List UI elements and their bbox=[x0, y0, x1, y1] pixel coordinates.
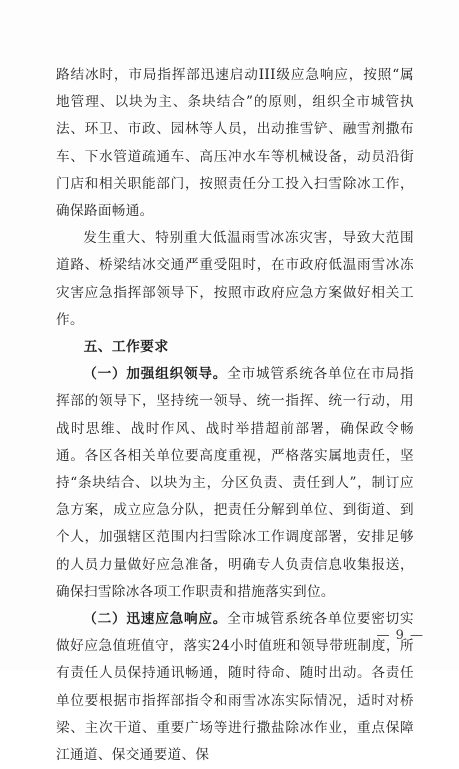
subsection-title-organization: （一）加强组织领导。 bbox=[83, 366, 228, 383]
subsection-body-organization: 全市城管系统各单位在市局指挥部的领导下，坚持统一领导、统一指挥、统一行动，用战时思维、战时作风、战时举措超前部署，确保政令畅通。各区各相关单位要高度重视，严格落实属地责任，坚持“条块结合、以块为主，分区负责、责任到人”，制订应急方案，成立应急分队，把责任分解到单位、到街道、到个人，加强辖区范围内扫雪除冰工作调度部署，安排足够的人员力量做好应急准备，明确专人负责信息收集报送，确保扫雪除冰各项工作职责和措施落实到位。 bbox=[56, 366, 414, 600]
document-body bbox=[56, 62, 414, 769]
subsection-organization-leadership bbox=[56, 361, 414, 606]
page-number: — 9 — bbox=[376, 628, 424, 643]
paragraph-continuation: 路结冰时，市局指挥部迅速启动III级应急响应，按照“属地管理、以块为主、条块结合”的原则，组织全市城管执法、环卫、市政、园林等人员，出动推雪铲、融雪剂撒布车、下水管道疏通车、高压冲水车等机械设备，动员沿街门店和相关职能部门，按照责任分工投入扫雪除冰工作，确保路面畅通。 bbox=[56, 67, 414, 220]
paragraph-major-disaster: 发生重大、特别重大低温雨雪冰冻灾害，导致大范围道路、桥梁结冰交通严重受阻时，在市政府低温雨雪冰冻灾害应急指挥部领导下，按照市政府应急方案做好相关工作。 bbox=[56, 230, 414, 328]
subsection-title-emergency: （二）迅速应急响应。 bbox=[83, 611, 228, 628]
section-title-work-requirements: 五、工作要求 bbox=[83, 339, 169, 356]
subsection-body-emergency: 全市城管系统各单位要密切实做好应急值班值守，落实24小时值班和领导带班制度，所有责任人员保持通讯畅通，随时待命、随时出动。各责任单位要根据市指挥部指令和雨雪冰冻实际情况，适时对桥梁、主次干道、重要广场等进行撒盐除冰作业，重点保障江通道、保交通要道、保 bbox=[56, 611, 414, 764]
